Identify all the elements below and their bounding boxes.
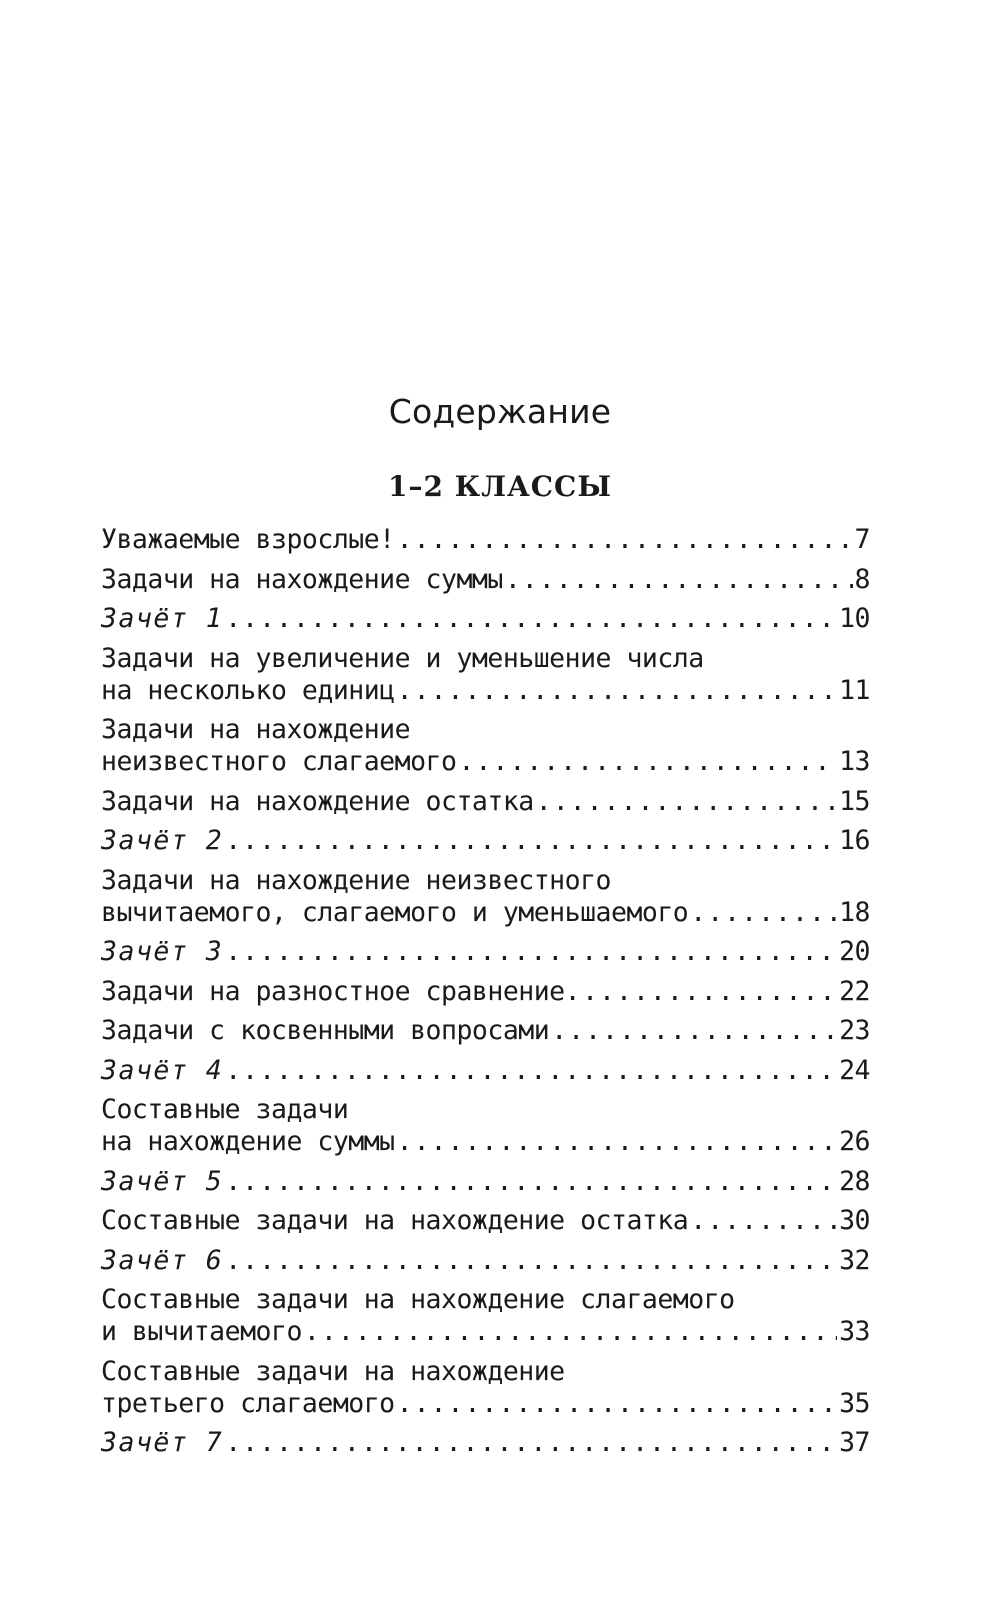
toc-entry <box>101 524 870 556</box>
toc-page-number: 18 <box>839 896 870 928</box>
toc-entry-row <box>101 564 870 596</box>
toc-entry-row <box>101 1015 870 1047</box>
toc-entry-title: неизвестного слагаемого <box>101 746 457 777</box>
toc-entry-row <box>101 1055 870 1087</box>
toc-entry-title: и вычитаемого <box>101 1316 302 1347</box>
toc-entry-test <box>101 936 870 968</box>
toc-entry <box>101 1356 870 1420</box>
toc-entry-row <box>101 746 870 778</box>
dot-leader <box>225 603 837 635</box>
toc-entry-row <box>101 1427 870 1459</box>
dot-leader <box>458 746 837 778</box>
toc-page-number: 32 <box>839 1244 870 1276</box>
section-heading: 1–2 КЛАССЫ <box>388 470 612 503</box>
toc-entry-row <box>101 897 870 929</box>
toc-entry-row <box>101 675 870 707</box>
toc-entry-title-line: Составные задачи <box>101 1094 349 1125</box>
toc-entry <box>101 865 870 929</box>
toc-entry-title: Зачёт 7 <box>101 1427 224 1458</box>
toc-entry-row <box>101 936 870 968</box>
toc-entry-title: Составные задачи на нахождение остатка <box>101 1205 689 1236</box>
toc-entry-row <box>101 1166 870 1198</box>
toc-entry-title: Задачи с косвенными вопросами <box>101 1015 550 1046</box>
toc-entry-row <box>101 524 870 556</box>
dot-leader <box>225 1245 837 1277</box>
toc-page-number: 8 <box>854 563 870 595</box>
dot-leader <box>225 936 837 968</box>
dot-leader <box>225 825 837 857</box>
dot-leader <box>397 524 853 556</box>
table-of-contents <box>101 524 870 1467</box>
toc-page-number: 20 <box>839 936 870 967</box>
dot-leader <box>690 897 837 929</box>
dot-leader <box>397 675 837 707</box>
toc-entry <box>101 1284 870 1348</box>
toc-entry-title-line: Составные задачи на нахождение слагаемого <box>101 1284 735 1315</box>
toc-entry <box>101 643 870 707</box>
toc-page-number: 10 <box>839 603 870 634</box>
toc-entry <box>101 1094 870 1158</box>
toc-entry-title: Задачи на разностное сравнение. <box>101 975 581 1007</box>
toc-page-number: 24 <box>839 1054 870 1086</box>
toc-page-number: 13 <box>839 746 870 777</box>
page-title: Содержание <box>388 392 612 431</box>
dot-leader <box>397 1126 837 1158</box>
dot-leader <box>505 564 853 596</box>
toc-entry-title: Зачёт 5 <box>101 1165 224 1197</box>
toc-entry-title: третьего слагаемого <box>101 1387 395 1419</box>
toc-entry-title: Уважаемые взрослые! <box>101 524 395 555</box>
toc-entry-title: на несколько единиц <box>101 674 395 706</box>
toc-entry-test <box>101 1427 870 1459</box>
toc-entry-title: на нахождение суммы <box>101 1126 395 1157</box>
dot-leader <box>304 1316 837 1348</box>
dot-leader <box>551 1015 837 1047</box>
toc-entry-row <box>101 825 870 857</box>
toc-entry-title-line: Задачи на нахождение неизвестного <box>101 864 611 896</box>
toc-entry-test <box>101 1245 870 1277</box>
dot-leader <box>225 1427 837 1459</box>
toc-entry-test <box>101 1166 870 1198</box>
toc-page-number: 15 <box>839 785 870 817</box>
toc-entry-row <box>101 976 870 1008</box>
toc-entry-title: Зачёт 2 <box>101 825 224 856</box>
toc-page-number: 16 <box>839 825 870 856</box>
dot-leader <box>225 1055 837 1087</box>
dot-leader <box>397 1388 837 1420</box>
toc-entry-row <box>101 1205 870 1237</box>
toc-entry-title: Задачи на нахождение суммы <box>101 563 503 595</box>
toc-entry <box>101 976 870 1008</box>
toc-entry-title-line: Задачи на увеличение и уменьшение числа <box>101 642 704 674</box>
toc-entry-row <box>101 1126 870 1158</box>
toc-page-number: 22 <box>839 975 870 1007</box>
dot-leader <box>536 786 837 818</box>
toc-page-number: 11 <box>839 674 870 706</box>
toc-entry <box>101 786 870 818</box>
toc-entry-title: вычитаемого, слагаемого и уменьшаемого <box>101 896 689 928</box>
toc-entry-title-line: Задачи на нахождение <box>101 714 411 745</box>
toc-page-number: 33 <box>839 1316 870 1347</box>
toc-page-number: 28 <box>839 1165 870 1197</box>
toc-page-number: 37 <box>839 1427 870 1458</box>
dot-leader <box>690 1205 837 1237</box>
toc-entry-test <box>101 603 870 635</box>
toc-entry <box>101 564 870 596</box>
toc-entry-title: Зачёт 6 <box>101 1244 224 1276</box>
toc-entry-test <box>101 1055 870 1087</box>
dot-leader <box>225 1166 837 1198</box>
toc-entry-title: Зачёт 4 <box>101 1054 224 1086</box>
toc-page-number: 26 <box>839 1126 870 1157</box>
toc-entry-row <box>101 1388 870 1420</box>
toc-entry-row <box>101 1245 870 1277</box>
toc-entry-title-line: Составные задачи на нахождение <box>101 1355 565 1387</box>
toc-entry-row <box>101 1316 870 1348</box>
toc-entry <box>101 714 870 778</box>
toc-entry-test <box>101 825 870 857</box>
toc-page-number: 23 <box>839 1015 870 1046</box>
toc-entry-title: Задачи на нахождение остатка <box>101 785 534 817</box>
toc-entry <box>101 1205 870 1237</box>
toc-entry-row <box>101 603 870 635</box>
dot-leader <box>582 976 837 1008</box>
toc-entry <box>101 1015 870 1047</box>
toc-entry-row <box>101 786 870 818</box>
toc-page-number: 35 <box>839 1387 870 1419</box>
toc-page-number: 30 <box>839 1205 870 1236</box>
toc-entry-title: Зачёт 3 <box>101 936 224 967</box>
toc-entry-title: Зачёт 1 <box>101 603 224 634</box>
toc-page-number: 7 <box>854 524 870 555</box>
